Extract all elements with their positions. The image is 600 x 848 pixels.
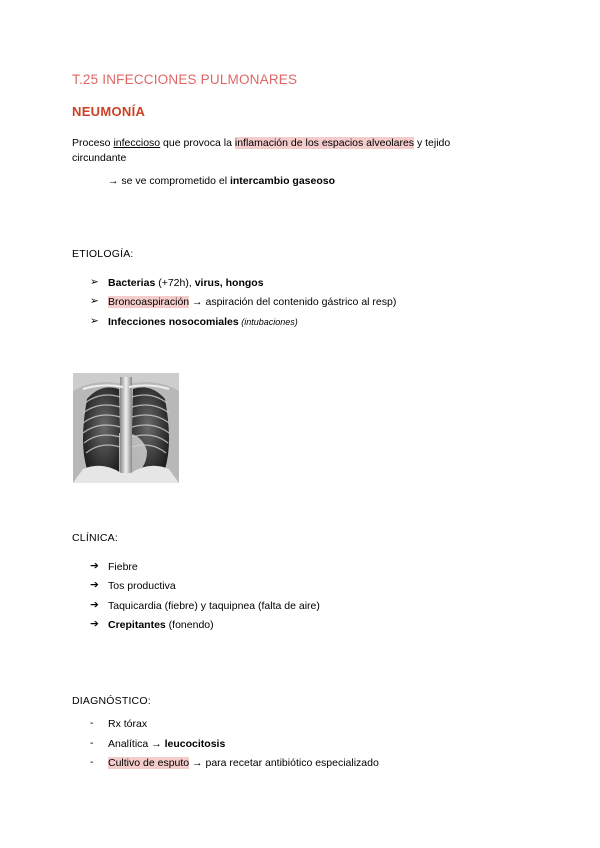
diagnostico-item-2 [108, 737, 225, 751]
intro-line-1 [72, 136, 450, 150]
intro-line-2: circundante [72, 152, 127, 164]
item-text: (fonendo) [165, 619, 214, 631]
intro-arrow-line [108, 174, 335, 188]
etiologia-item-3 [108, 315, 298, 329]
bullet-marker: ➢ [90, 276, 99, 288]
item-text: Analítica → [108, 738, 165, 750]
item-bold: leucocitosis [164, 738, 226, 750]
clinica-item-4 [108, 618, 214, 632]
clinica-item-2: Tos productiva [108, 580, 176, 592]
item-highlight: Broncoaspiración [108, 296, 190, 308]
clinica-item-1: Fiebre [108, 561, 138, 573]
intro-arrow-bold: intercambio gaseoso [229, 175, 335, 187]
bullet-marker: ➢ [90, 315, 99, 327]
intro-arrow-text: → se ve comprometido el [108, 175, 230, 187]
arrow-bullet: ➔ [90, 560, 99, 572]
item-text: → aspiración del contenido gástrico al resp) [189, 296, 397, 308]
arrow-bullet: ➔ [90, 599, 99, 611]
dash-bullet: - [90, 717, 94, 729]
diagnostico-item-1: Rx tórax [108, 718, 148, 730]
dash-bullet: - [90, 756, 94, 768]
dash-bullet: - [90, 737, 94, 749]
item-bold: Crepitantes [108, 619, 166, 631]
diagnostico-item-3 [108, 756, 379, 770]
chest-xray-image [73, 373, 179, 483]
arrow-bullet: ➔ [90, 618, 99, 630]
intro-text: y tejido [414, 137, 451, 149]
intro-highlight: inflamación de los espacios alveolares [234, 137, 415, 149]
item-highlight: Cultivo de esputo [108, 757, 190, 769]
intro-text: Proceso [72, 137, 114, 149]
section-label-etiologia: ETIOLOGÍA: [72, 248, 134, 260]
intro-text: que provoca la [160, 137, 235, 149]
intro-underlined: infeccioso [113, 137, 161, 149]
document-title: T.25 INFECCIONES PULMONARES [72, 72, 298, 87]
etiologia-item-1 [108, 276, 264, 290]
arrow-bullet: ➔ [90, 579, 99, 591]
clinica-item-3: Taquicardia (fiebre) y taquipnea (falta de aire) [108, 600, 320, 612]
section-label-diagnostico: DIAGNÓSTICO: [72, 695, 151, 707]
item-text: (+72h), [155, 277, 195, 289]
item-bold: Bacterias [108, 277, 156, 289]
item-bold: virus, hongos [194, 277, 264, 289]
item-italic: (intubaciones) [238, 317, 298, 327]
item-text: → para recetar antibiótico especializado [189, 757, 379, 769]
section-heading-neumonia: NEUMONÍA [72, 104, 146, 119]
section-label-clinica: CLÍNICA: [72, 532, 118, 544]
etiologia-item-2 [108, 295, 396, 309]
item-bold: Infecciones nosocomiales [108, 316, 239, 328]
bullet-marker: ➢ [90, 295, 99, 307]
